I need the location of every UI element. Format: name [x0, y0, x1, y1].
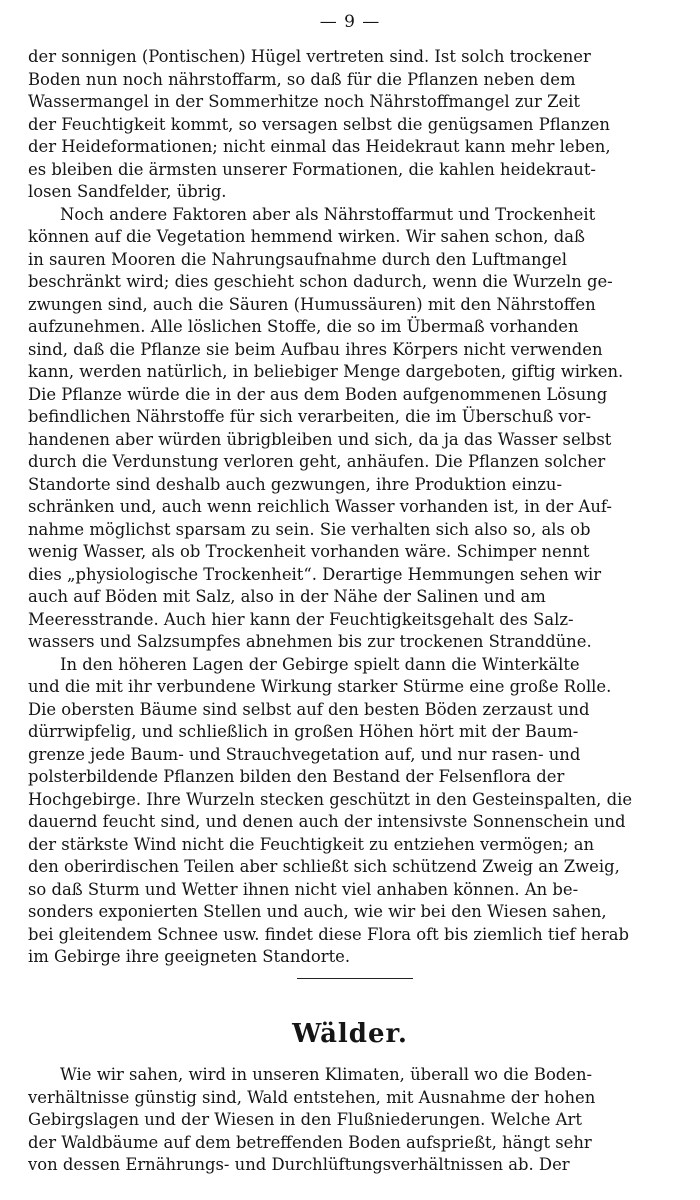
text-line: der sonnigen (Pontischen) Hügel vertreten sind. Ist solch trockener	[28, 47, 591, 66]
text-line: dies „physiologische Trockenheit“. Derartige Hemmungen sehen wir	[28, 564, 602, 584]
text-line: losen Sandfelder, übrig.	[28, 182, 227, 201]
text-line: so daß Sturm und Wetter ihnen nicht viel anhaben können. An be-	[28, 879, 579, 899]
text-line: den oberirdischen Teilen aber schließt sich schützend Zweig an Zweig,	[28, 857, 620, 876]
text-line: Hochgebirge. Ihre Wurzeln stecken geschützt in den Gesteinspalten, die	[28, 789, 633, 809]
text-line: schränken und, auch wenn reichlich Wasser vorhanden ist, in der Auf-	[28, 497, 612, 516]
paragraph-2	[28, 204, 672, 654]
text-line: im Gebirge ihre geeigneten Standorte.	[28, 947, 351, 966]
text-line: der stärkste Wind nicht die Feuchtigkeit zu entziehen vermögen; an	[28, 834, 595, 854]
text-line: sonders exponierten Stellen und auch, wie wir bei den Wiesen sahen,	[28, 902, 607, 921]
text-line: Wassermangel in der Sommerhitze noch Nährstoffmangel zur Zeit	[28, 92, 581, 111]
text-line: aufzunehmen. Alle löslichen Stoffe, die so im Übermaß vorhanden	[28, 317, 579, 336]
text-line: Boden nun noch nährstoffarm, so daß für die Pflanzen neben dem	[28, 69, 576, 89]
text-line: können auf die Vegetation hemmend wirken. Wir sahen schon, daß	[28, 227, 585, 246]
paragraph-1	[28, 46, 672, 204]
text-line: der Heideformationen; nicht einmal das Heidekraut kann mehr leben,	[28, 137, 611, 156]
text-line: der Waldbäume auf dem betreffenden Boden aufsprießt, hängt sehr	[28, 1132, 592, 1152]
text-line: handenen aber würden übrigbleiben und sich, da ja das Wasser selbst	[28, 429, 612, 449]
text-line: zwungen sind, auch die Säuren (Humussäuren) mit den Nährstoffen	[28, 294, 596, 314]
text-line: wassers und Salzsumpfes abnehmen bis zur trockenen Stranddüne.	[28, 632, 592, 651]
text-line: polsterbildende Pflanzen bilden den Bestand der Felsenflora der	[28, 767, 565, 786]
text-line: grenze jede Baum- und Strauchvegetation auf, und nur rasen- und	[28, 744, 581, 764]
section-body	[28, 1064, 672, 1177]
text-line: Die obersten Bäume sind selbst auf den besten Böden zerzaust und	[28, 699, 590, 719]
text-line: Wie wir sahen, wird in unseren Klimaten, überall wo die Boden-	[60, 1065, 593, 1084]
text-line: von dessen Ernährungs- und Durchlüftungsverhältnissen ab. Der	[28, 1155, 570, 1174]
text-line: der Feuchtigkeit kommt, so versagen selbst die genügsamen Pflanzen	[28, 114, 610, 134]
text-line: dürrwipfelig, und schließlich in großen Höhen hört mit der Baum-	[28, 722, 579, 741]
text-line: sind, daß die Pflanze sie beim Aufbau ihres Körpers nicht verwenden	[28, 339, 603, 359]
text-line: durch die Verdunstung verloren geht, anhäufen. Die Pflanzen solcher	[28, 452, 606, 471]
text-line: Gebirgslagen und der Wiesen in den Flußniederungen. Welche Art	[28, 1110, 582, 1129]
text-line: und die mit ihr verbundene Wirkung starker Stürme eine große Rolle.	[28, 677, 612, 696]
text-line: beschränkt wird; dies geschieht schon dadurch, wenn die Wurzeln ge-	[28, 272, 613, 291]
text-line: In den höheren Lagen der Gebirge spielt dann die Winterkälte	[60, 654, 580, 674]
section-title: Wälder.	[292, 1019, 408, 1049]
text-line: befindlichen Nährstoffe für sich verarbeiten, die im Überschuß vor-	[28, 407, 591, 426]
text-line: verhältnisse günstig sind, Wald entstehen, mit Ausnahme der hohen	[28, 1087, 596, 1107]
text-line: Die Pflanze würde die in der aus dem Boden aufgenommenen Lösung	[28, 384, 608, 404]
text-line: nahme möglichst sparsam zu sein. Sie verhalten sich also so, als ob	[28, 519, 591, 539]
paragraph-3	[28, 654, 672, 969]
text-line: bei gleitendem Schnee usw. findet diese Flora oft bis ziemlich tief herab	[28, 924, 630, 944]
text-line: dauernd feucht sind, und denen auch der intensivste Sonnenschein und	[28, 812, 626, 831]
text-line: wenig Wasser, als ob Trockenheit vorhanden wäre. Schimper nennt	[28, 542, 590, 561]
text-line: es bleiben die ärmsten unserer Formationen, die kahlen heidekraut-	[28, 159, 596, 179]
text-line: Noch andere Faktoren aber als Nährstoffarmut und Trockenheit	[60, 204, 596, 224]
text-line: Meeresstrande. Auch hier kann der Feuchtigkeitsgehalt des Salz-	[28, 609, 574, 629]
text-line: Standorte sind deshalb auch gezwungen, ihre Produktion einzu-	[28, 474, 562, 494]
section-divider	[297, 978, 413, 979]
text-line: kann, werden natürlich, in beliebiger Menge dargeboten, giftig wirken.	[28, 362, 624, 381]
body-text	[28, 46, 672, 969]
page-number: — 9 —	[319, 12, 381, 32]
section-paragraph	[28, 1064, 672, 1177]
text-line: in sauren Mooren die Nahrungsaufnahme durch den Luftmangel	[28, 249, 567, 269]
text-line: auch auf Böden mit Salz, also in der Nähe der Salinen und am	[28, 587, 546, 606]
